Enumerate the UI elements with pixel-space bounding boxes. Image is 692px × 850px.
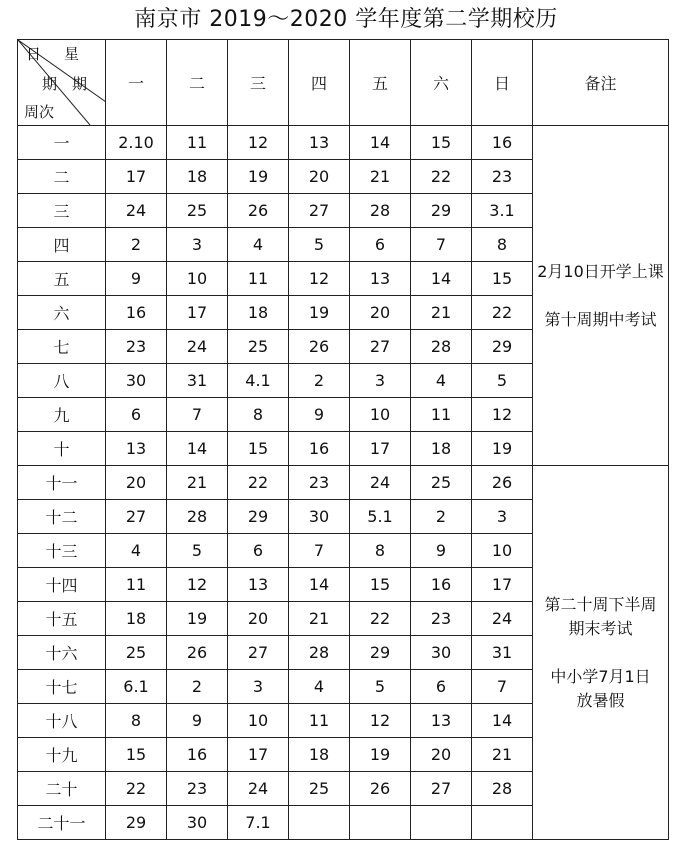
day-cell: 5.1 <box>350 500 411 534</box>
header-row <box>18 40 669 126</box>
day-cell: 16 <box>106 296 167 330</box>
day-cell: 5 <box>472 364 533 398</box>
day-cell: 17 <box>167 296 228 330</box>
day-cell: 19 <box>350 738 411 772</box>
day-cell: 11 <box>106 568 167 602</box>
week-label: 八 <box>18 364 106 398</box>
notes-cell-second-half <box>533 466 669 840</box>
corner-ri: 日 <box>26 45 42 63</box>
day-cell: 30 <box>167 806 228 840</box>
week-label: 十五 <box>18 602 106 636</box>
week-label: 十 <box>18 432 106 466</box>
day-cell: 21 <box>350 160 411 194</box>
day-cell: 9 <box>106 262 167 296</box>
day-cell: 19 <box>167 602 228 636</box>
weekday-header: 四 <box>289 40 350 126</box>
day-cell: 27 <box>350 330 411 364</box>
note-spacer <box>533 641 668 665</box>
day-cell: 2.10 <box>106 126 167 160</box>
day-cell: 24 <box>106 194 167 228</box>
day-cell: 2 <box>411 500 472 534</box>
day-cell: 19 <box>228 160 289 194</box>
day-cell: 22 <box>411 160 472 194</box>
day-cell: 12 <box>167 568 228 602</box>
day-cell: 24 <box>350 466 411 500</box>
day-cell: 8 <box>106 704 167 738</box>
week-label: 四 <box>18 228 106 262</box>
day-cell <box>472 806 533 840</box>
day-cell: 7.1 <box>228 806 289 840</box>
week-row <box>18 126 669 160</box>
day-cell: 30 <box>411 636 472 670</box>
day-cell: 13 <box>289 126 350 160</box>
note-line: 第十周期中考试 <box>544 309 657 329</box>
day-cell: 22 <box>350 602 411 636</box>
day-cell: 21 <box>411 296 472 330</box>
day-cell: 24 <box>472 602 533 636</box>
day-cell: 9 <box>167 704 228 738</box>
day-cell: 12 <box>472 398 533 432</box>
week-label: 五 <box>18 262 106 296</box>
day-cell: 7 <box>472 670 533 704</box>
corner-header-cell <box>18 40 106 126</box>
day-cell: 11 <box>167 126 228 160</box>
day-cell: 17 <box>472 568 533 602</box>
week-label: 十九 <box>18 738 106 772</box>
day-cell: 3 <box>167 228 228 262</box>
day-cell: 13 <box>106 432 167 466</box>
day-cell: 6 <box>228 534 289 568</box>
day-cell: 13 <box>228 568 289 602</box>
day-cell: 29 <box>411 194 472 228</box>
day-cell: 15 <box>472 262 533 296</box>
weekday-header: 日 <box>472 40 533 126</box>
day-cell: 28 <box>472 772 533 806</box>
day-cell: 31 <box>167 364 228 398</box>
day-cell: 21 <box>289 602 350 636</box>
day-cell: 15 <box>411 126 472 160</box>
day-cell: 8 <box>472 228 533 262</box>
day-cell: 26 <box>289 330 350 364</box>
day-cell: 5 <box>167 534 228 568</box>
day-cell: 23 <box>167 772 228 806</box>
day-cell: 18 <box>228 296 289 330</box>
day-cell: 10 <box>472 534 533 568</box>
day-cell: 17 <box>228 738 289 772</box>
day-cell: 26 <box>228 194 289 228</box>
day-cell: 30 <box>106 364 167 398</box>
note-line: 期末考试 <box>568 618 633 638</box>
day-cell: 18 <box>106 602 167 636</box>
day-cell: 14 <box>289 568 350 602</box>
week-label: 六 <box>18 296 106 330</box>
corner-xing: 星 <box>63 45 79 63</box>
day-cell: 10 <box>228 704 289 738</box>
day-cell: 29 <box>228 500 289 534</box>
day-cell: 28 <box>289 636 350 670</box>
week-label: 十一 <box>18 466 106 500</box>
day-cell: 21 <box>167 466 228 500</box>
note-line: 放暑假 <box>576 690 625 710</box>
day-cell: 9 <box>289 398 350 432</box>
day-cell: 20 <box>228 602 289 636</box>
day-cell: 18 <box>289 738 350 772</box>
day-cell: 12 <box>350 704 411 738</box>
day-cell: 22 <box>106 772 167 806</box>
day-cell <box>289 806 350 840</box>
day-cell: 18 <box>167 160 228 194</box>
day-cell: 7 <box>167 398 228 432</box>
day-cell: 5 <box>289 228 350 262</box>
day-cell: 6 <box>411 670 472 704</box>
day-cell: 13 <box>350 262 411 296</box>
day-cell: 29 <box>106 806 167 840</box>
day-cell: 17 <box>106 160 167 194</box>
week-label: 十八 <box>18 704 106 738</box>
day-cell: 15 <box>228 432 289 466</box>
day-cell: 14 <box>350 126 411 160</box>
day-cell: 2 <box>106 228 167 262</box>
day-cell: 25 <box>106 636 167 670</box>
day-cell: 19 <box>289 296 350 330</box>
day-cell: 14 <box>472 704 533 738</box>
day-cell: 26 <box>472 466 533 500</box>
page-title: 南京市 2019～2020 学年度第二学期校历 <box>134 7 558 32</box>
week-label: 一 <box>18 126 106 160</box>
day-cell: 8 <box>350 534 411 568</box>
day-cell: 12 <box>228 126 289 160</box>
day-cell <box>411 806 472 840</box>
day-cell: 30 <box>289 500 350 534</box>
day-cell: 23 <box>472 160 533 194</box>
day-cell: 28 <box>167 500 228 534</box>
day-cell: 18 <box>411 432 472 466</box>
day-cell: 6.1 <box>106 670 167 704</box>
day-cell: 6 <box>350 228 411 262</box>
calendar-table <box>17 39 669 840</box>
corner-qi-2: 期 <box>72 75 88 93</box>
day-cell: 4 <box>289 670 350 704</box>
day-cell: 11 <box>228 262 289 296</box>
day-cell: 17 <box>350 432 411 466</box>
week-label: 三 <box>18 194 106 228</box>
day-cell: 7 <box>289 534 350 568</box>
day-cell: 22 <box>472 296 533 330</box>
notes-cell-first-half <box>533 126 669 466</box>
corner-zhouci: 周次 <box>24 103 55 121</box>
day-cell: 16 <box>289 432 350 466</box>
day-cell: 25 <box>411 466 472 500</box>
note-line: 中小学7月1日 <box>550 666 651 686</box>
day-cell: 20 <box>289 160 350 194</box>
day-cell: 20 <box>350 296 411 330</box>
day-cell: 2 <box>167 670 228 704</box>
day-cell: 8 <box>228 398 289 432</box>
day-cell: 26 <box>167 636 228 670</box>
week-label: 十四 <box>18 568 106 602</box>
corner-qi-1: 期 <box>42 75 58 93</box>
day-cell: 4.1 <box>228 364 289 398</box>
day-cell: 27 <box>411 772 472 806</box>
day-cell: 4 <box>106 534 167 568</box>
day-cell: 29 <box>350 636 411 670</box>
day-cell: 22 <box>228 466 289 500</box>
weekday-header: 二 <box>167 40 228 126</box>
day-cell: 29 <box>472 330 533 364</box>
note-line: 第二十周下半周 <box>544 594 657 614</box>
day-cell: 6 <box>106 398 167 432</box>
day-cell: 7 <box>411 228 472 262</box>
weekday-header: 五 <box>350 40 411 126</box>
day-cell: 4 <box>411 364 472 398</box>
week-label: 十六 <box>18 636 106 670</box>
day-cell: 16 <box>167 738 228 772</box>
day-cell: 2 <box>289 364 350 398</box>
day-cell: 27 <box>228 636 289 670</box>
day-cell: 24 <box>167 330 228 364</box>
day-cell: 3.1 <box>472 194 533 228</box>
day-cell: 20 <box>411 738 472 772</box>
week-label: 七 <box>18 330 106 364</box>
day-cell: 24 <box>228 772 289 806</box>
day-cell: 3 <box>350 364 411 398</box>
day-cell: 9 <box>411 534 472 568</box>
day-cell: 19 <box>472 432 533 466</box>
week-label: 十三 <box>18 534 106 568</box>
day-cell: 5 <box>350 670 411 704</box>
notes-header: 备注 <box>533 40 669 126</box>
day-cell: 11 <box>411 398 472 432</box>
day-cell: 15 <box>350 568 411 602</box>
weekday-header: 六 <box>411 40 472 126</box>
week-label: 二 <box>18 160 106 194</box>
day-cell: 31 <box>472 636 533 670</box>
day-cell: 20 <box>106 466 167 500</box>
day-cell: 3 <box>228 670 289 704</box>
day-cell: 26 <box>350 772 411 806</box>
weekday-header: 三 <box>228 40 289 126</box>
day-cell: 11 <box>289 704 350 738</box>
day-cell: 3 <box>472 500 533 534</box>
day-cell: 27 <box>289 194 350 228</box>
day-cell: 16 <box>411 568 472 602</box>
week-row <box>18 466 669 500</box>
note-line: 2月10日开学上课 <box>537 261 664 281</box>
day-cell: 10 <box>167 262 228 296</box>
week-label: 二十 <box>18 772 106 806</box>
day-cell: 21 <box>472 738 533 772</box>
day-cell: 14 <box>411 262 472 296</box>
day-cell: 13 <box>411 704 472 738</box>
day-cell: 12 <box>289 262 350 296</box>
weekday-header: 一 <box>106 40 167 126</box>
week-label: 十七 <box>18 670 106 704</box>
day-cell: 16 <box>472 126 533 160</box>
day-cell: 25 <box>228 330 289 364</box>
day-cell: 23 <box>289 466 350 500</box>
note-spacer <box>533 284 668 308</box>
week-label: 九 <box>18 398 106 432</box>
day-cell: 23 <box>106 330 167 364</box>
day-cell: 28 <box>411 330 472 364</box>
day-cell: 27 <box>106 500 167 534</box>
week-label: 二十一 <box>18 806 106 840</box>
day-cell: 25 <box>289 772 350 806</box>
day-cell: 25 <box>167 194 228 228</box>
day-cell: 28 <box>350 194 411 228</box>
week-label: 十二 <box>18 500 106 534</box>
day-cell: 15 <box>106 738 167 772</box>
day-cell: 10 <box>350 398 411 432</box>
day-cell: 4 <box>228 228 289 262</box>
day-cell: 23 <box>411 602 472 636</box>
day-cell <box>350 806 411 840</box>
day-cell: 14 <box>167 432 228 466</box>
